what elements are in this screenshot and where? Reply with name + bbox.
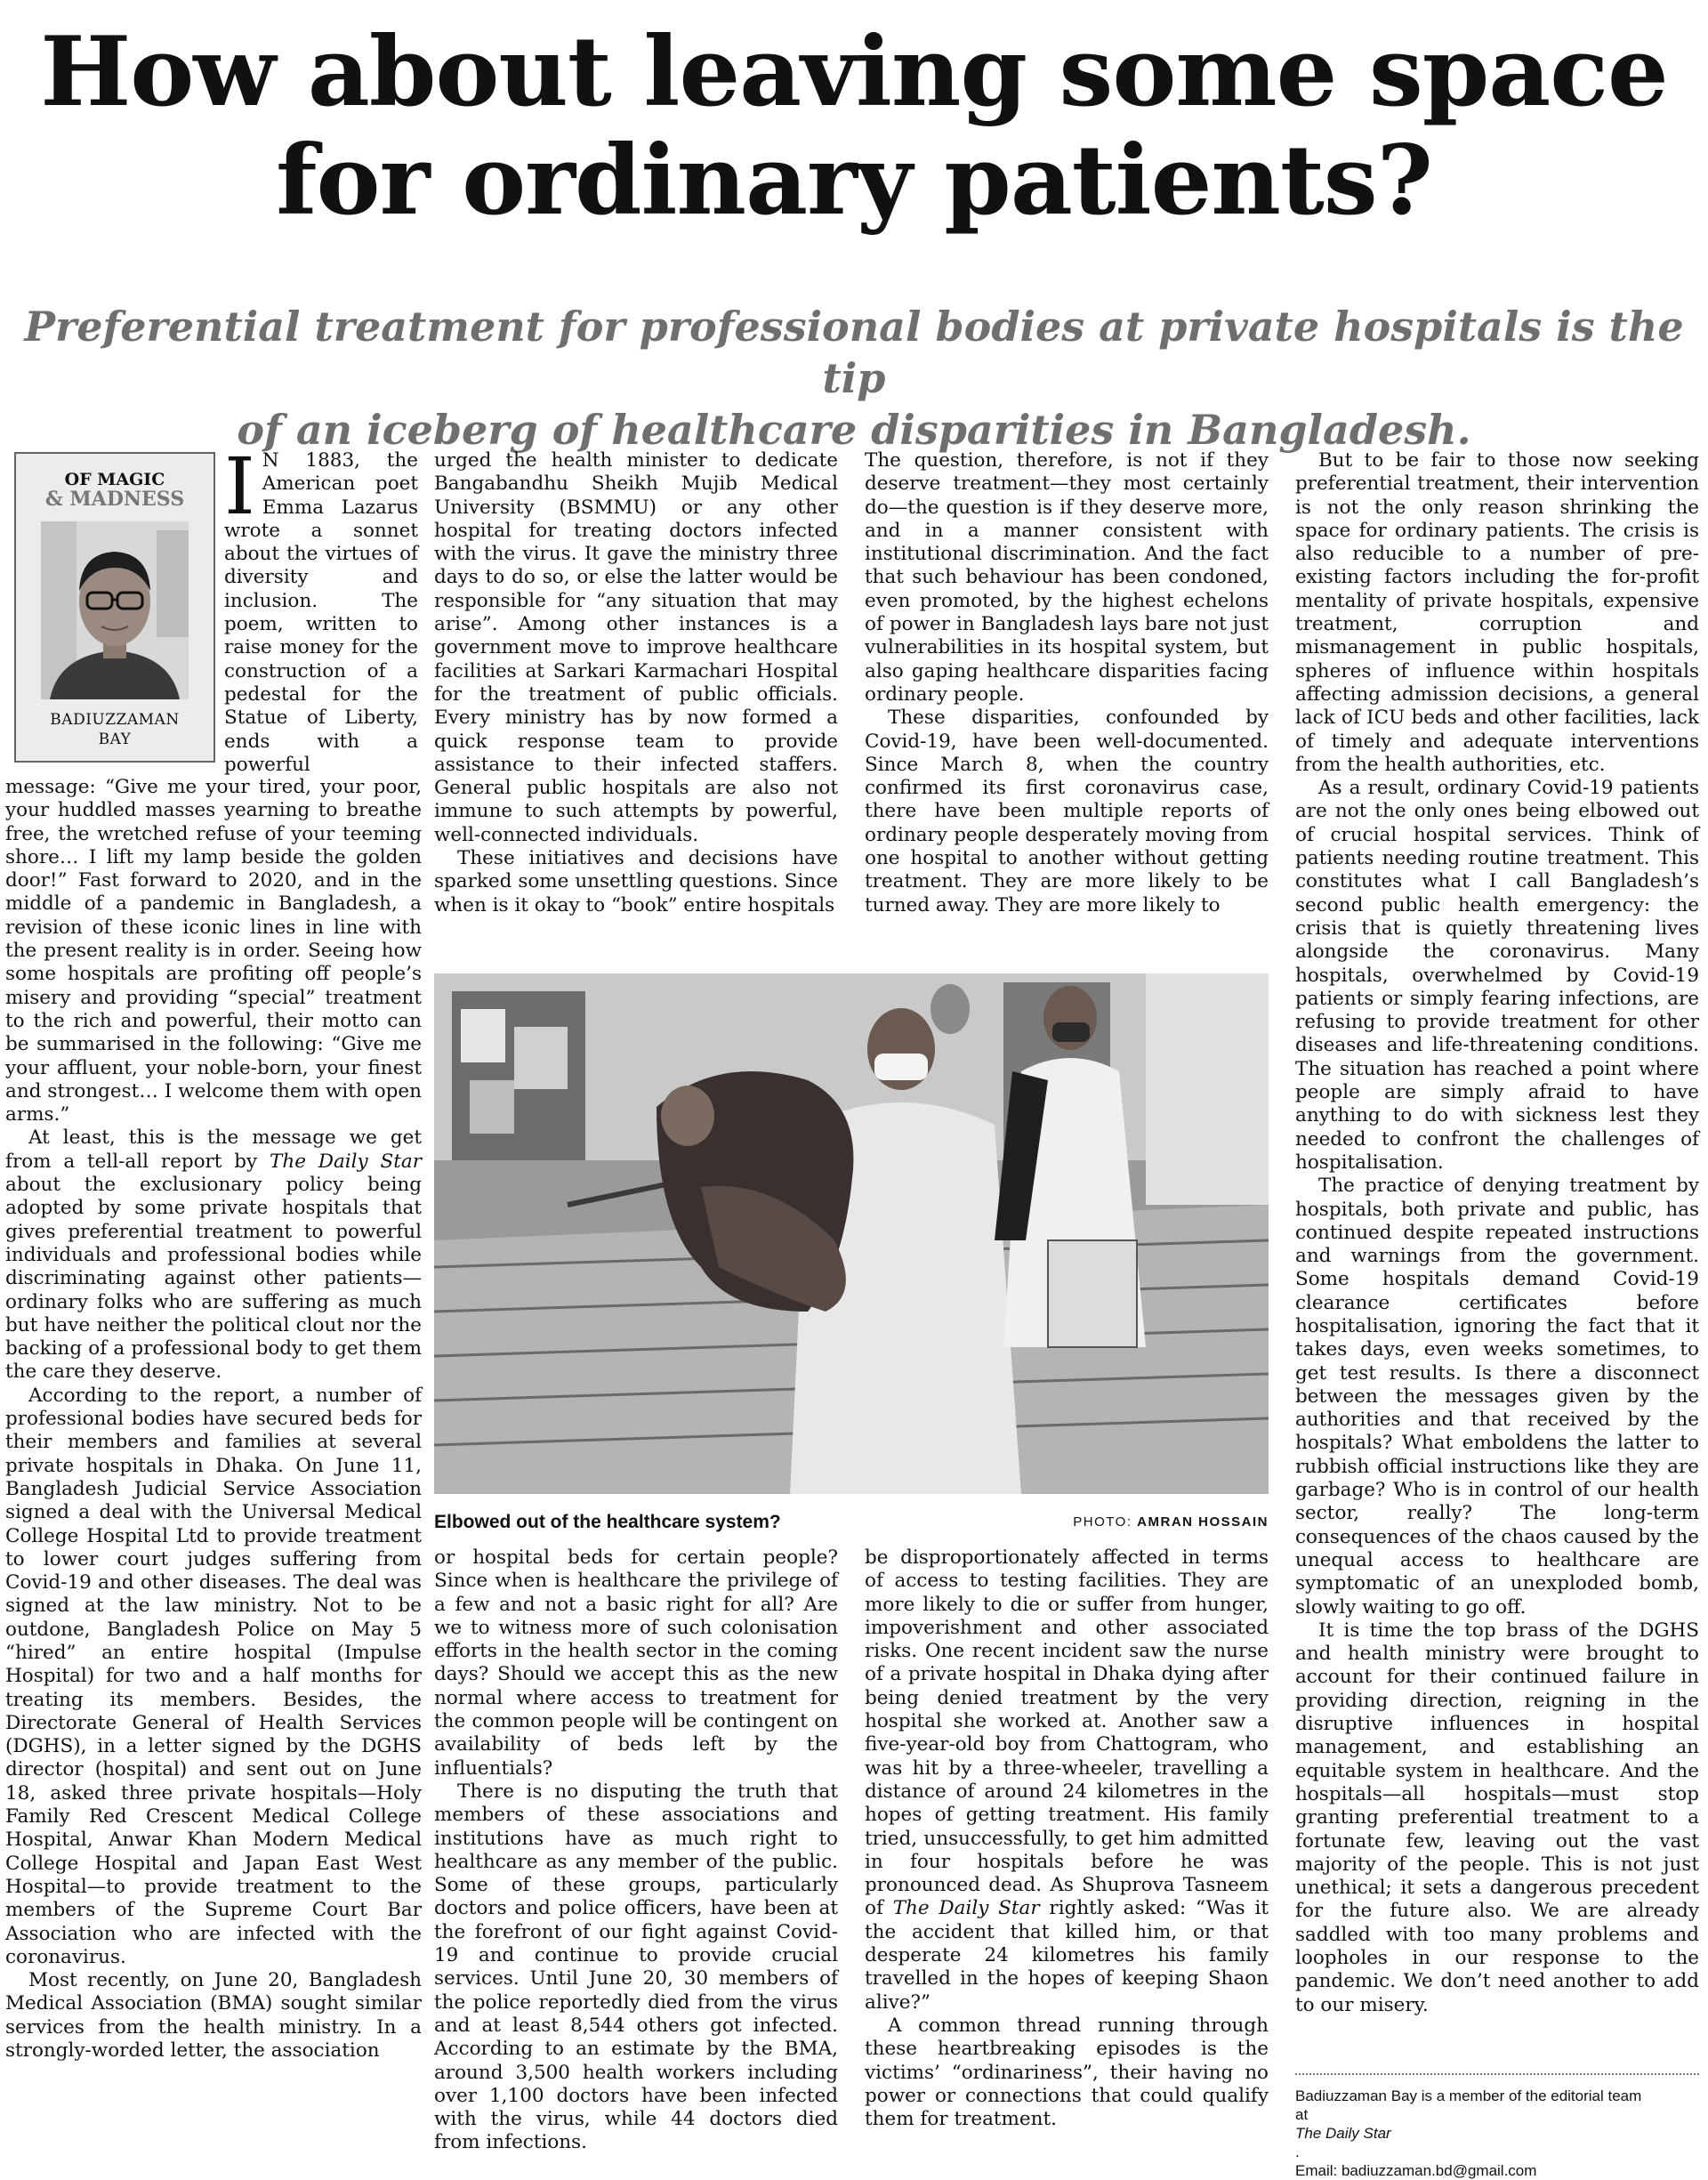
column-tag (16, 470, 214, 509)
paragraph (5, 1126, 422, 1384)
paragraph: These initiatives and decisions have sparked some unsettling questions. Since when is it okay to “book” entire hospitals (434, 847, 838, 916)
text-run: rightly asked: “Was it the accident that killed him, or that desperate 24 kilometres his family travelled in the hopes of keeping Shaon alive?” (865, 1897, 1269, 2014)
photo-credit (925, 1514, 1269, 1530)
paragraph: or hospital beds for certain people? Since when is healthcare the privilege of a few and not a basic right for all? Are we to witness more of such colonisation efforts in the health sector in the coming days? Should we accept this as the new normal where access to treatment for the common people will be contingent on availability of beds left by the influentials? (434, 1546, 838, 1780)
column-2-bottom (434, 1546, 838, 2155)
subheadline (18, 301, 1690, 456)
author-last-name: BAY (98, 731, 132, 748)
bio-line-1: Badiuzzaman Bay is a member of the editorial team (1295, 2087, 1642, 2104)
paragraph: These disparities, confounded by Covid-19, have been well-documented. Since March 8, when the country confirmed its first coronavirus case, there have been multiple reports of ordinary people desperately moving from one hospital to another without getting treatment. They are more likely to be turned away. They are more likely to (865, 706, 1269, 916)
bio-divider (1295, 2073, 1699, 2075)
headline (18, 18, 1690, 235)
paragraph: There is no disputing the truth that members of these associations and institutions have as much right to healthcare as any member of the public. Some of these groups, particularly doctors and police officers, have been at the forefront of our fight against Covid-19 and continue to provide crucial services. Until June 20, 30 members of the police reportedly died from the virus and at least 8,544 others got infected. According to an estimate by the BMA, around 3,500 health workers including over 1,100 doctors have been infected with the virus, while 44 doctors died from infections. (434, 1780, 838, 2154)
headline-line-1: How about leaving some space (40, 16, 1668, 128)
text-run: about the exclusionary policy being adopted by some private hospitals that gives preferential treatment to powerful individuals and professional bodies while discriminating against other patients—ordinary folks who are suffering as much but have neither the political clout nor the backing of a professional body to get them the care they deserve. (5, 1174, 422, 1384)
intro-text: N 1883, the American poet Emma Lazarus wrote a sonnet about the virtues of diversity and inclusion. The poem, written to raise money for the construction of a pedestal for the Statue of Liberty, ends with a powerful (224, 449, 418, 776)
paragraph (865, 1546, 1269, 2014)
column-2-top (434, 449, 838, 917)
photo-caption: Elbowed out of the healthcare system? (434, 1512, 781, 1532)
column-1 (5, 776, 422, 2063)
author-box (14, 452, 215, 763)
text-run: at (1295, 2106, 1309, 2123)
text-run: . (1295, 2144, 1300, 2160)
column-1-intro (224, 440, 418, 777)
text-run: At least, this is the message we get from a tell-all report by (5, 1126, 422, 1173)
column-tag-line-1: OF MAGIC (64, 470, 165, 489)
subheadline-line-1: Preferential treatment for professional bodies at private hospitals is the tip (24, 303, 1684, 402)
author-bio (1295, 2087, 1699, 2180)
paragraph: As a result, ordinary Covid-19 patients are not the only ones being elbowed out of crucial hospital services. Think of patients needing routine treatment. This constitutes what I call Bangladesh’s second public health emergency: the crisis that is quietly threatening lives alongside the coronavirus. Many hospitals, overwhelmed by Covid-19 patients or simply fearing infections, are refusing to provide treatment for other diseases and life-threatening conditions. The situation has reached a point where people are simply afraid to have anything to do with sickness lest they needed to confront the challenges of hospitalisation. (1295, 777, 1699, 1174)
bio-line-2 (1295, 2105, 1699, 2161)
text-run: be disproportionately affected in terms of access to testing facilities. They are more likely to die or suffer from hunger, impoverishment and other associated risks. One recent incident saw the nurse of a private hospital in Dhaka dying after being denied treatment by the very hospital she worked at. Another saw a five-year-old boy from Chattogram, who was hit by a three-wheeler, travelling a distance of around 24 kilometres in the hopes of getting treatment. His family tried, unsuccessfully, to get him admitted in four hospitals before he was pronounced dead. As Shuprova Tasneem of (865, 1546, 1269, 1920)
paragraph: A common thread running through these heartbreaking episodes is the victims’ “ordinariness”, their having no power or connections that could qualify them for treatment. (865, 2014, 1269, 2131)
publication-name: The Daily Star (270, 1150, 423, 1173)
paragraph: message: “Give me your tired, your poor, your huddled masses yearning to breathe free, the wretched refuse of your teeming shore… I lift my lamp beside the golden door!” Fast forward to 2020, and in the middle of a pandemic in Bangladesh, a revision of these iconic lines in line with the present reality is in order. Seeing how some hospitals are profiting off people’s misery and providing “special” treatment to the rich and powerful, their motto can be summarised in the following: “Give me your affluent, your noble-born, your finest and strongest… I welcome them with open arms.” (5, 776, 422, 1126)
author-photo (41, 521, 189, 699)
author-email: Email: badiuzzaman.bd@gmail.com (1295, 2162, 1537, 2179)
publication-name: The Daily Star (1295, 2125, 1391, 2142)
paragraph: But to be fair to those now seeking preferential treatment, their intervention is not the only reason shrinking the space for ordinary patients. The crisis is also reducible to a number of pre-existing factors including the for-profit mentality of private hospitals, expensive treatment, corruption and mismanagement in public hospitals, spheres of influence within hospitals affecting admission decisions, a general lack of ICU beds and other facilities, lack of timely and adequate interventions from the health authorities, etc. (1295, 449, 1699, 776)
column-3-top (865, 449, 1269, 917)
paragraph: The question, therefore, is not if they deserve treatment—they most certainly do—the question is if they deserve more, and in a manner consistent with institutional discrimination. And the fact that such behaviour has been condoned, even promoted, by the highest echelons of power in Bangladesh lays bare not just vulnerabilities in its hospital system, but also gaping healthcare disparities facing ordinary people. (865, 449, 1269, 706)
publication-name: The Daily Star (892, 1897, 1040, 1920)
column-3-bottom (865, 1546, 1269, 2131)
drop-cap: I (224, 440, 255, 532)
intro-paragraph (224, 440, 418, 777)
paragraph: It is time the top brass of the DGHS and health ministry were brought to account for their continued failure in providing direction, reigning in the disruptive influences in hospital management, and establishing an equitable system in healthcare. And the hospitals—all hospitals—must stop granting preferential treatment to a fortunate few, leaving out the vast majority of the people. This is not just unethical; it sets a dangerous precedent for the future also. We are already saddled with too many problems and loopholes in our response to the pandemic. We don’t need another to add to our misery. (1295, 1619, 1699, 2016)
news-photo (434, 973, 1269, 1494)
photographer-name: AMRAN HOSSAIN (1137, 1514, 1269, 1530)
photo-credit-label: PHOTO: (1073, 1514, 1132, 1530)
author-first-name: BADIUZZAMAN (50, 711, 180, 729)
paragraph: urged the health minister to dedicate Bangabandhu Sheikh Mujib Medical University (BSMMU) or any other hospital for treating doctors infected with the virus. It gave the ministry three days to do so, or else the latter would be responsible for “any situation that may arise”. Among other instances is a government move to improve healthcare facilities at Sarkari Karmachari Hospital for the treatment of public officials. Every ministry has by now formed a quick response team to provide assistance to their infected staffers. General public hospitals are also not immune to such attempts by powerful, well-connected individuals. (434, 449, 838, 846)
paragraph: The practice of denying treatment by hospitals, both private and public, has continued despite repeated instructions and warnings from the government. Some hospitals demand Covid-19 clearance certificates before hospitalisation, ignoring the fact that it takes days, even weeks sometimes, to get test results. Is there a disconnect between the messages given by the authorities and that received by the hospitals? What emboldens the latter to rubbish official instructions like they are garbage? Who is in control of our health sector, really? The long-term consequences of the chaos caused by the unequal access to healthcare are symptomatic of an unexploded bomb, slowly waiting to go off. (1295, 1175, 1699, 1619)
subheadline-line-2: of an iceberg of healthcare disparities in Bangladesh. (237, 406, 1471, 454)
paragraph: Most recently, on June 20, Bangladesh Medical Association (BMA) sought similar services from the health ministry. In a strongly-worded letter, the association (5, 1969, 422, 2063)
column-4 (1295, 449, 1699, 2017)
author-name (16, 710, 214, 749)
column-tag-line-2: & MADNESS (44, 488, 185, 511)
paragraph: According to the report, a number of professional bodies have secured beds for their members and families at several private hospitals in Dhaka. On June 11, Bangladesh Judicial Service Association signed a deal with the Universal Medical College Hospital Ltd to provide treatment to lower court judges suffering from Covid-19 and other diseases. The deal was signed at the law ministry. Not to be outdone, Bangladesh Police on May 5 “hired” an entire hospital (Impulse Hospital) for two and a half months for treating its members. Besides, the Directorate General of Health Services (DGHS), in a letter signed by the DGHS director (hospital) and sent out on June 18, asked three private hospitals—Holy Family Red Crescent Medical College Hospital, Anwar Khan Modern Medical College Hospital and Japan East West Hospital—to provide treatment to the members of the Supreme Court Bar Association who are infected with the coronavirus. (5, 1384, 422, 1968)
headline-line-2: for ordinary patients? (276, 125, 1432, 237)
